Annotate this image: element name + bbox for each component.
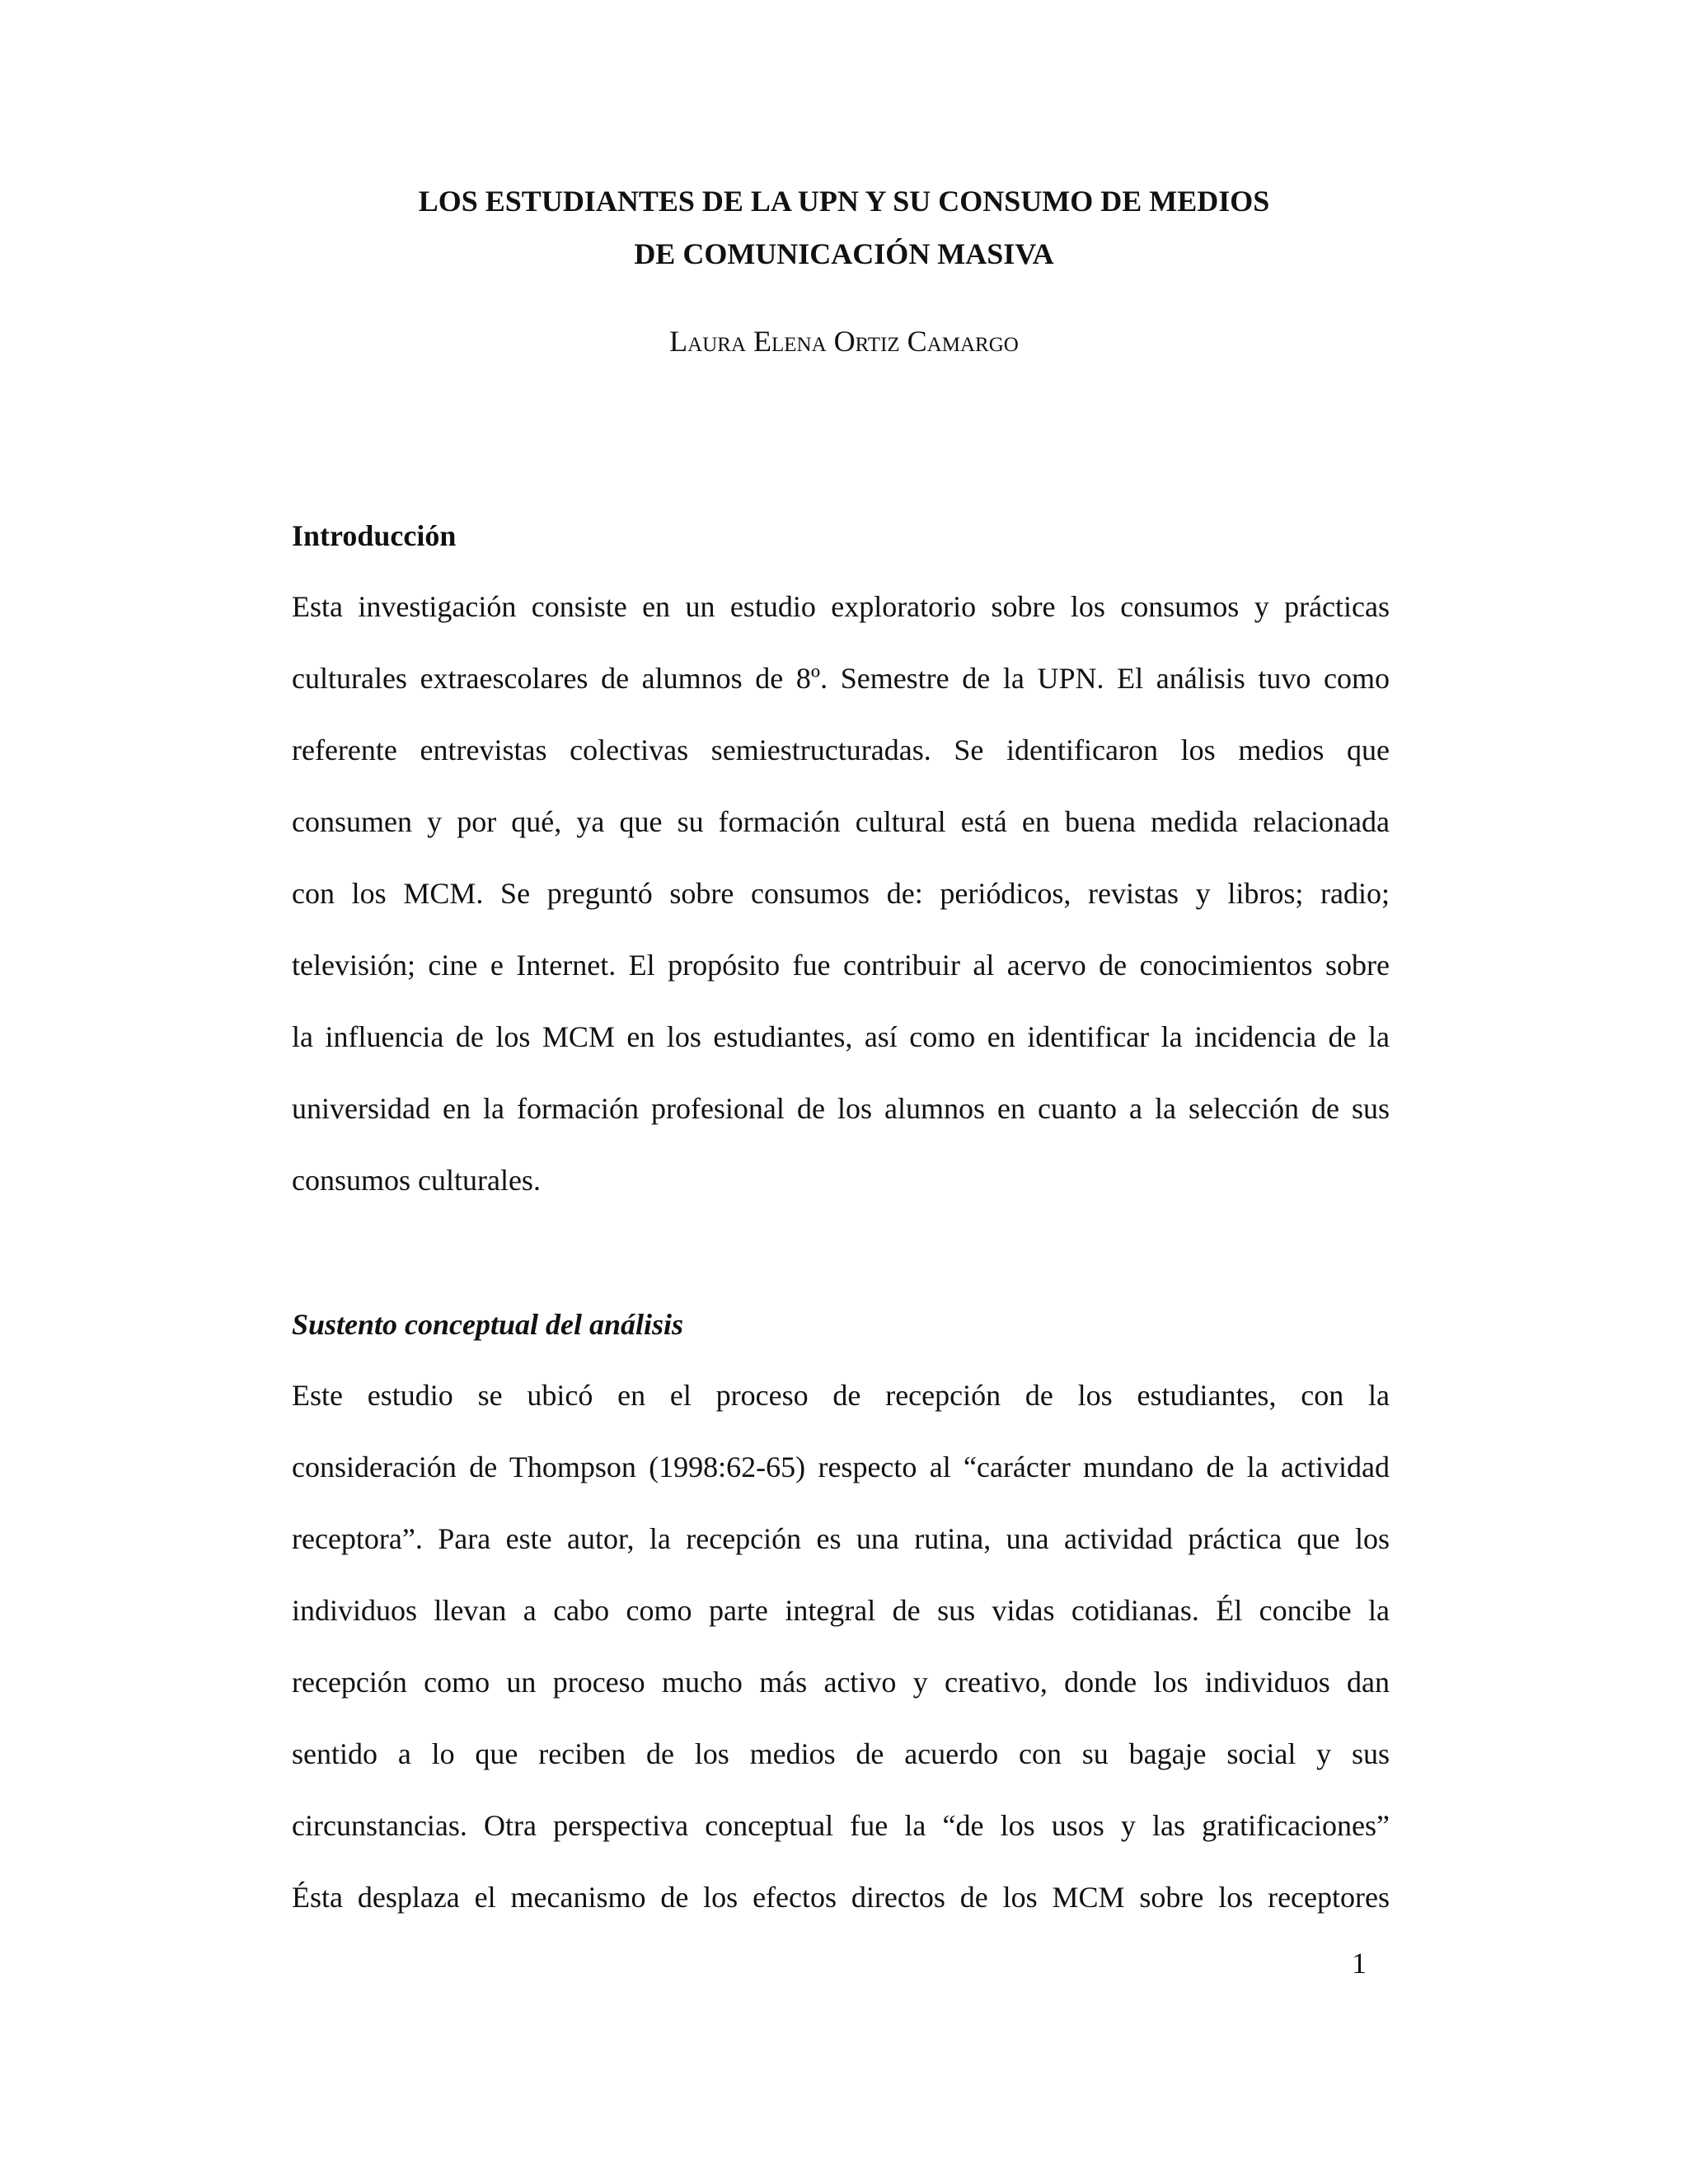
text-line: circunstancias. Otra perspectiva conceptual fue la “de los usos y las gratificaciones” <box>292 1809 1390 1842</box>
text-line: consumos culturales. <box>292 1164 541 1197</box>
text-line: recepción como un proceso mucho más activo y creativo, donde los individuos dan <box>292 1666 1390 1699</box>
text-line: Este estudio se ubicó en el proceso de recepción de los estudiantes, con la <box>292 1379 1390 1412</box>
section-heading-introduccion: Introducción <box>292 519 457 552</box>
text-line: consideración de Thompson (1998:62-65) respecto al “carácter mundano de la actividad <box>292 1451 1390 1483</box>
text-line: receptora”. Para este autor, la recepción es una rutina, una actividad práctica que los <box>292 1522 1390 1555</box>
document-title <box>0 175 1688 280</box>
text-line: televisión; cine e Internet. El propósito fue contribuir al acervo de conocimientos sobre <box>292 949 1390 982</box>
page-number: 1 <box>1352 1947 1367 1980</box>
title-line-1: LOS ESTUDIANTES DE LA UPN Y SU CONSUMO DE MEDIOS <box>418 185 1270 218</box>
text-line: referente entrevistas colectivas semiestructuradas. Se identificaron los medios que <box>292 733 1390 766</box>
text-line: universidad en la formación profesional de los alumnos en cuanto a la selección de sus <box>292 1092 1390 1125</box>
text-line: Ésta desplaza el mecanismo de los efectos directos de los MCM sobre los receptores <box>292 1881 1390 1914</box>
text-line: individuos llevan a cabo como parte integral de sus vidas cotidianas. Él concibe la <box>292 1594 1390 1627</box>
text-line: sentido a lo que reciben de los medios de acuerdo con su bagaje social y sus <box>292 1737 1390 1770</box>
paragraph-introduccion <box>292 571 1390 1216</box>
text-line: culturales extraescolares de alumnos de 8º. Semestre de la UPN. El análisis tuvo como <box>292 662 1390 695</box>
text-line: con los MCM. Se preguntó sobre consumos de: periódicos, revistas y libros; radio; <box>292 877 1390 910</box>
author-name: Laura Elena Ortiz Camargo <box>669 325 1019 358</box>
text-line: la influencia de los MCM en los estudiantes, así como en identificar la incidencia de la <box>292 1020 1390 1053</box>
text-line: Esta investigación consiste en un estudio exploratorio sobre los consumos y prácticas <box>292 590 1390 623</box>
text-line: consumen y por qué, ya que su formación cultural está en buena medida relacionada <box>292 805 1390 838</box>
paragraph-sustento <box>292 1360 1390 1933</box>
section-heading-sustento: Sustento conceptual del análisis <box>292 1308 684 1341</box>
title-line-2: DE COMUNICACIÓN MASIVA <box>634 237 1054 270</box>
